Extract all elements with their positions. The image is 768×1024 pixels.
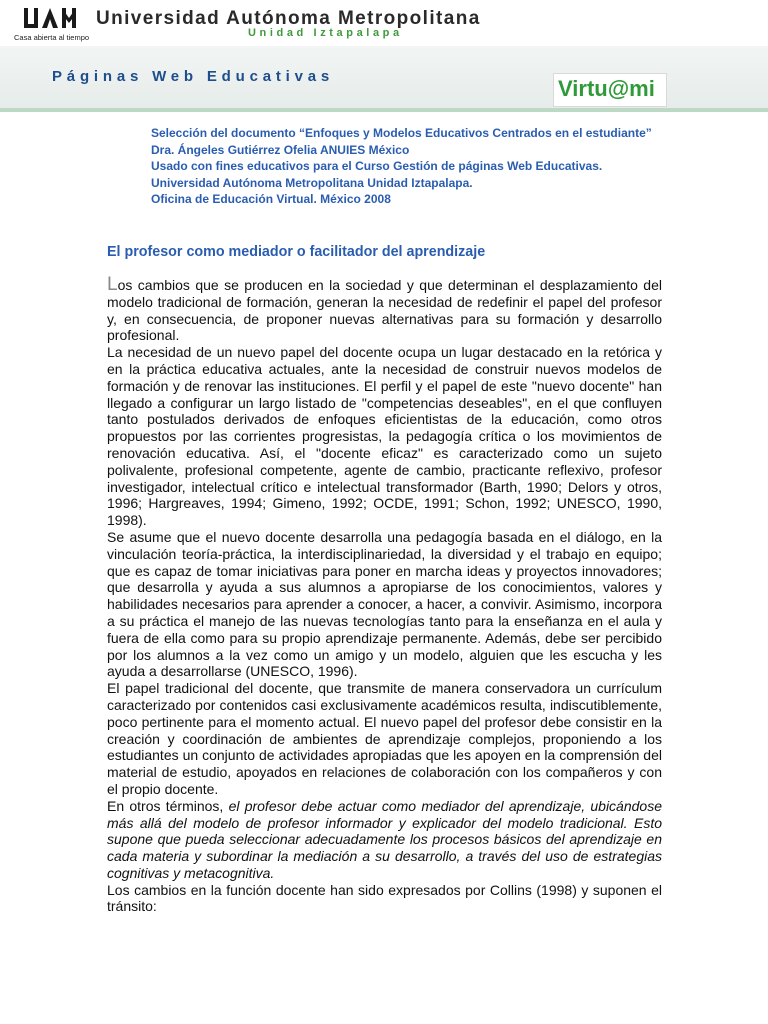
paragraph	[107, 274, 662, 344]
logo-tagline: Casa abierta al tiempo	[14, 33, 90, 42]
document-credits	[151, 125, 751, 208]
paragraph: Se asume que el nuevo docente desarrolla una pedagogía basada en el diálogo, en la vinculación teoría-práctica, la interdisciplinariedad, la diversidad y el trabajo en equipo; que es capaz de tomar iniciativas para poner en marcha ideas y proyectos innovadores; que desarrolla y ayuda a sus alumnos a apropiarse de los conocimientos, valores y habilidades necesarios para aprender a conocer, a hacer, a convivir. Asimismo, incorpora a su práctica el manejo de las nuevas tecnologías tanto para la enseñanza en el aula y fuera de ella como para su propio aprendizaje permanente. Además, debe ser percibido por los alumnos a la vez como un amigo y un modelo, alguien que les escucha y les ayuda a desarrollarse (UNESCO, 1996).	[107, 528, 662, 680]
paragraph: La necesidad de un nuevo papel del docente ocupa un lugar destacado en la retórica y en la práctica educativa actuales, ante la necesidad de construir nuevos modelos de formación y de renovar las instituciones. El perfil y el papel de este "nuevo docente" han llegado a configurar un largo listado de "competencias deseables", en el que confluyen tanto postulados derivados de enfoques eficientistas de la educación, como otros propuestos por las corrientes progresistas, la pedagogía crítica o los movimientos de renovación educativa. Así, el "docente eficaz" es caracterizado como un sujeto polivalente, profesional competente, agente de cambio, practicante reflexivo, profesor investigador, intelectual crítico e intelectual transformador (Barth, 1990; Delors y otros, 1996; Hargreaves, 1994; Gimeno, 1992; OCDE, 1991; Schon, 1992; UNESCO, 1990, 1998).	[107, 344, 662, 529]
credit-line: Usado con fines educativos para el Curso Gestión de páginas Web Educativas.	[151, 159, 603, 173]
uam-logo-icon	[24, 6, 76, 30]
virtuami-brand: Virtu@mi	[558, 76, 655, 101]
header	[0, 0, 768, 46]
virtuami-logo	[553, 73, 667, 107]
document-heading: El profesor como mediador o facilitador del aprendizaje	[107, 244, 486, 260]
university-name: Universidad Autónoma Metropolitana	[96, 8, 481, 29]
unit-name: Unidad Iztapalapa	[248, 27, 403, 39]
credit-line: Dra. Ángeles Gutiérrez Ofelia ANUIES México	[151, 142, 410, 157]
credit-line: Oficina de Educación Virtual. México 2008	[151, 192, 391, 206]
uam-logo	[14, 6, 90, 42]
drop-cap: L	[107, 274, 118, 295]
paragraph-text: En otros términos,	[107, 797, 229, 814]
paragraph-text: os cambios que se producen en la sociedad y que determinan el desplazamiento del modelo tradicional de formación, generan la necesidad de redefinir el papel del profesor y, en consecuencia, de proponer nuevas alternativas para su formación y desarrollo profesional.	[107, 277, 662, 344]
credit-line: Selección del documento “Enfoques y Modelos Educativos Centrados en el estudiante”	[151, 126, 652, 140]
paragraph	[107, 798, 662, 882]
italic-emphasis: el profesor debe actuar como mediador del aprendizaje, ubicándose más allá del modelo de profesor informador y explicador del modelo tradicional. Esto supone que pueda seleccionar adecuadamente los procesos básicos del aprendizaje en cada materia y subordinar la mediación a su desarrollo, a través del uso de estrategias cognitivas y metacognitiva.	[107, 797, 662, 881]
document-body	[107, 274, 662, 915]
banner	[0, 46, 768, 112]
banner-title: Páginas Web Educativas	[52, 68, 335, 85]
credit-line: Universidad Autónoma Metropolitana Unidad Iztapalapa.	[151, 175, 473, 190]
paragraph: El papel tradicional del docente, que transmite de manera conservadora un currículum caracterizado por contenidos casi exclusivamente académicos resulta, indiscutiblemente, poco pertinente para el momento actual. El nuevo papel del profesor debe consistir en la creación y coordinación de ambientes de aprendizaje complejos, proponiendo a los estudiantes un conjunto de actividades apropiadas que les apoyen en la comprensión del material de estudio, apoyados en relaciones de colaboración con los compañeros y con el propio docente.	[107, 680, 662, 797]
paragraph: Los cambios en la función docente han sido expresados por Collins (1998) y suponen el tránsito:	[107, 881, 662, 915]
